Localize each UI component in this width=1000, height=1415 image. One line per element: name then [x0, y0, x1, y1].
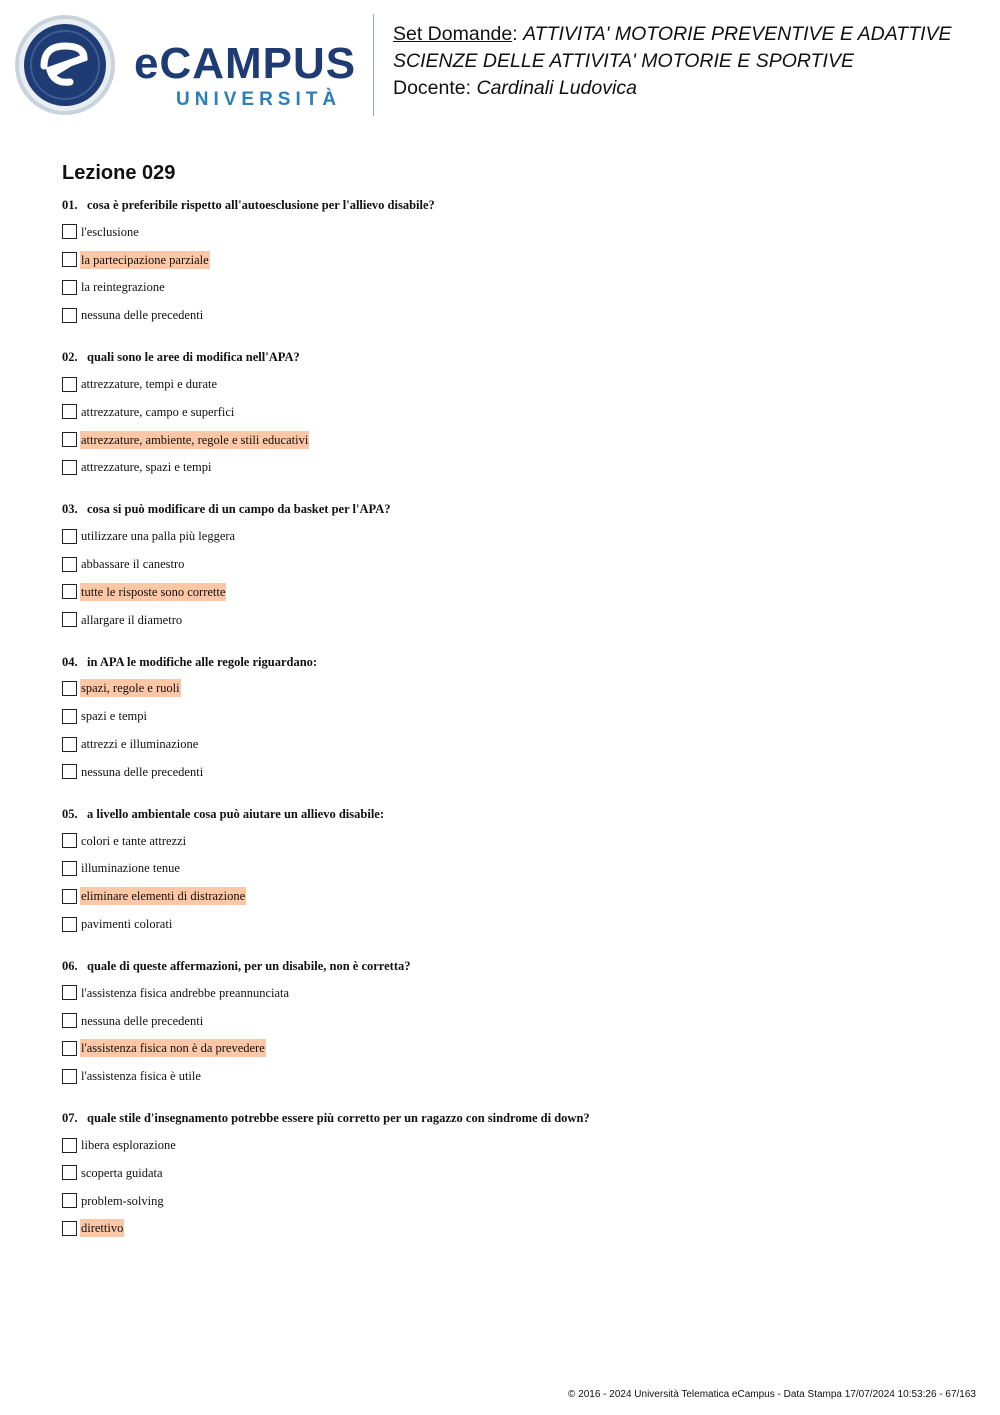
- brand-name: eCAMPUS: [134, 39, 357, 88]
- answer-text: nessuna delle precedenti: [81, 764, 204, 779]
- answer-checkbox[interactable]: [62, 377, 77, 392]
- question-number: 02.: [62, 350, 78, 365]
- answer-option: [62, 1187, 962, 1215]
- answer-text: attrezzature, campo e superfici: [81, 404, 235, 419]
- question-text: [62, 348, 962, 366]
- question-text: [62, 957, 962, 975]
- question-label: in APA le modifiche alle regole riguardano:: [87, 654, 318, 669]
- answer-checkbox[interactable]: [62, 764, 77, 779]
- page-header: [0, 0, 1000, 130]
- answer-option: [62, 370, 962, 398]
- answer-checkbox[interactable]: [62, 432, 77, 447]
- question-number: 04.: [62, 654, 78, 669]
- answer-checkbox[interactable]: [62, 252, 77, 267]
- answer-option: [62, 910, 962, 938]
- answer-option: [62, 274, 962, 302]
- answer-checkbox[interactable]: [62, 280, 77, 295]
- answer-text: attrezzi e illuminazione: [81, 737, 199, 752]
- answer-option: [62, 1035, 962, 1063]
- question-text: [62, 196, 962, 214]
- question-text: [62, 1109, 962, 1127]
- question-text: [62, 500, 962, 518]
- answer-text-highlighted: eliminare elementi di distrazione: [81, 889, 246, 904]
- answer-option: [62, 522, 962, 550]
- answer-checkbox[interactable]: [62, 1221, 77, 1236]
- university-seal-icon: [14, 14, 124, 116]
- answer-checkbox[interactable]: [62, 460, 77, 475]
- answer-text: allargare il diametro: [81, 612, 183, 627]
- answer-option: [62, 855, 962, 883]
- course-name: SCIENZE DELLE ATTIVITA' MOTORIE E SPORTIVE: [393, 50, 854, 72]
- answer-checkbox[interactable]: [62, 1165, 77, 1180]
- answer-checkbox[interactable]: [62, 833, 77, 848]
- answer-text: utilizzare una palla più leggera: [81, 529, 236, 544]
- teacher-line: Docente: Cardinali Ludovica: [393, 77, 637, 99]
- answer-option: [62, 218, 962, 246]
- answer-text: scoperta guidata: [81, 1165, 163, 1180]
- answer-option: [62, 827, 962, 855]
- answer-text: illuminazione tenue: [81, 861, 180, 876]
- answer-option: [62, 730, 962, 758]
- page-footer: © 2016 - 2024 Università Telematica eCampus - Data Stampa 17/07/2024 10:53:26 - 67/163: [568, 1389, 976, 1400]
- answer-option: [62, 606, 962, 634]
- question-label: quali sono le aree di modifica nell'APA?: [87, 350, 300, 365]
- answer-text: attrezzature, spazi e tempi: [81, 460, 212, 475]
- answer-option: [62, 398, 962, 426]
- answer-text: attrezzature, tempi e durate: [81, 377, 218, 392]
- question-number: 01.: [62, 198, 78, 212]
- answer-option: [62, 758, 962, 786]
- answer-checkbox[interactable]: [62, 612, 77, 627]
- answer-checkbox[interactable]: [62, 1041, 77, 1056]
- answer-checkbox[interactable]: [62, 681, 77, 696]
- answer-checkbox[interactable]: [62, 404, 77, 419]
- question-block: [62, 805, 962, 938]
- answer-option: [62, 882, 962, 910]
- answer-option: [62, 1215, 962, 1243]
- answer-text-highlighted: tutte le risposte sono corrette: [81, 584, 226, 599]
- question-text: [62, 805, 962, 823]
- answer-text: nessuna delle precedenti: [81, 1013, 204, 1028]
- answer-text-highlighted: la partecipazione parziale: [81, 252, 209, 267]
- question-label: quale stile d'insegnamento potrebbe essere più corretto per un ragazzo con sindrome di down?: [87, 1111, 590, 1126]
- ecampus-logo: [14, 14, 359, 116]
- answer-checkbox[interactable]: [62, 917, 77, 932]
- answer-checkbox[interactable]: [62, 308, 77, 323]
- teacher-label: Docente: [393, 77, 466, 99]
- answer-option: [62, 454, 962, 482]
- question-block: [62, 500, 962, 633]
- lesson-title: Lezione 029: [62, 162, 176, 184]
- answer-checkbox[interactable]: [62, 985, 77, 1000]
- answer-text: nessuna delle precedenti: [81, 308, 204, 323]
- question-block: [62, 196, 962, 329]
- answer-checkbox[interactable]: [62, 224, 77, 239]
- set-title: ATTIVITA' MOTORIE PREVENTIVE E ADATTIVE: [523, 23, 952, 45]
- answer-text: l'esclusione: [81, 224, 139, 239]
- answer-checkbox[interactable]: [62, 529, 77, 544]
- question-block: [62, 653, 962, 786]
- answer-checkbox[interactable]: [62, 709, 77, 724]
- answer-option: [62, 426, 962, 454]
- answer-checkbox[interactable]: [62, 557, 77, 572]
- answer-option: [62, 1007, 962, 1035]
- answer-text: libera esplorazione: [81, 1138, 176, 1153]
- answer-option: [62, 702, 962, 730]
- answer-option: [62, 1159, 962, 1187]
- answer-text-highlighted: spazi, regole e ruoli: [81, 681, 180, 696]
- question-label: cosa si può modificare di un campo da basket per l'APA?: [87, 502, 391, 517]
- question-number: 06.: [62, 958, 78, 973]
- answer-text: pavimenti colorati: [81, 917, 173, 932]
- answer-text: abbassare il canestro: [81, 557, 185, 572]
- answer-text: colori e tante attrezzi: [81, 833, 187, 848]
- answer-checkbox[interactable]: [62, 737, 77, 752]
- answer-text: problem-solving: [81, 1193, 164, 1208]
- question-number: 07.: [62, 1111, 78, 1126]
- teacher-name: Cardinali Ludovica: [476, 77, 637, 99]
- question-number: 05.: [62, 806, 78, 821]
- answer-checkbox[interactable]: [62, 1193, 77, 1208]
- question-text: [62, 653, 962, 671]
- answer-checkbox[interactable]: [62, 889, 77, 904]
- answer-option: [62, 301, 962, 329]
- header-info: [393, 21, 952, 102]
- question-block: [62, 348, 962, 481]
- answer-checkbox[interactable]: [62, 1138, 77, 1153]
- question-label: cosa è preferibile rispetto all'autoesclusione per l'allievo disabile?: [87, 198, 435, 212]
- answer-option: [62, 1131, 962, 1159]
- question-block: [62, 1109, 962, 1242]
- answer-option: [62, 578, 962, 606]
- answer-option: [62, 979, 962, 1007]
- answer-text: l'assistenza fisica è utile: [81, 1069, 201, 1084]
- question-block: [62, 957, 962, 1090]
- answer-option: [62, 246, 962, 274]
- answer-text-highlighted: direttivo: [81, 1221, 124, 1236]
- answer-checkbox[interactable]: [62, 1069, 77, 1084]
- question-number: 03.: [62, 502, 78, 517]
- answer-text-highlighted: attrezzature, ambiente, regole e stili educativi: [81, 432, 309, 447]
- answer-checkbox[interactable]: [62, 584, 77, 599]
- answer-option: [62, 550, 962, 578]
- answer-text-highlighted: l'assistenza fisica non è da prevedere: [81, 1041, 265, 1056]
- answer-option: [62, 1062, 962, 1090]
- brand-subtitle: UNIVERSITÀ: [176, 89, 342, 110]
- set-label: Set Domande: [393, 23, 513, 45]
- answer-option: [62, 675, 962, 703]
- answer-checkbox[interactable]: [62, 861, 77, 876]
- header-divider: [373, 14, 374, 116]
- answer-checkbox[interactable]: [62, 1013, 77, 1028]
- set-line: Set Domande: ATTIVITA' MOTORIE PREVENTIVE E ADATTIVE: [393, 23, 952, 45]
- question-list: [62, 196, 962, 1261]
- question-label: quale di queste affermazioni, per un disabile, non è corretta?: [87, 958, 411, 973]
- answer-text: la reintegrazione: [81, 280, 165, 295]
- question-label: a livello ambientale cosa può aiutare un allievo disabile:: [87, 806, 385, 821]
- answer-text: spazi e tempi: [81, 709, 147, 724]
- answer-text: l'assistenza fisica andrebbe preannunciata: [81, 985, 290, 1000]
